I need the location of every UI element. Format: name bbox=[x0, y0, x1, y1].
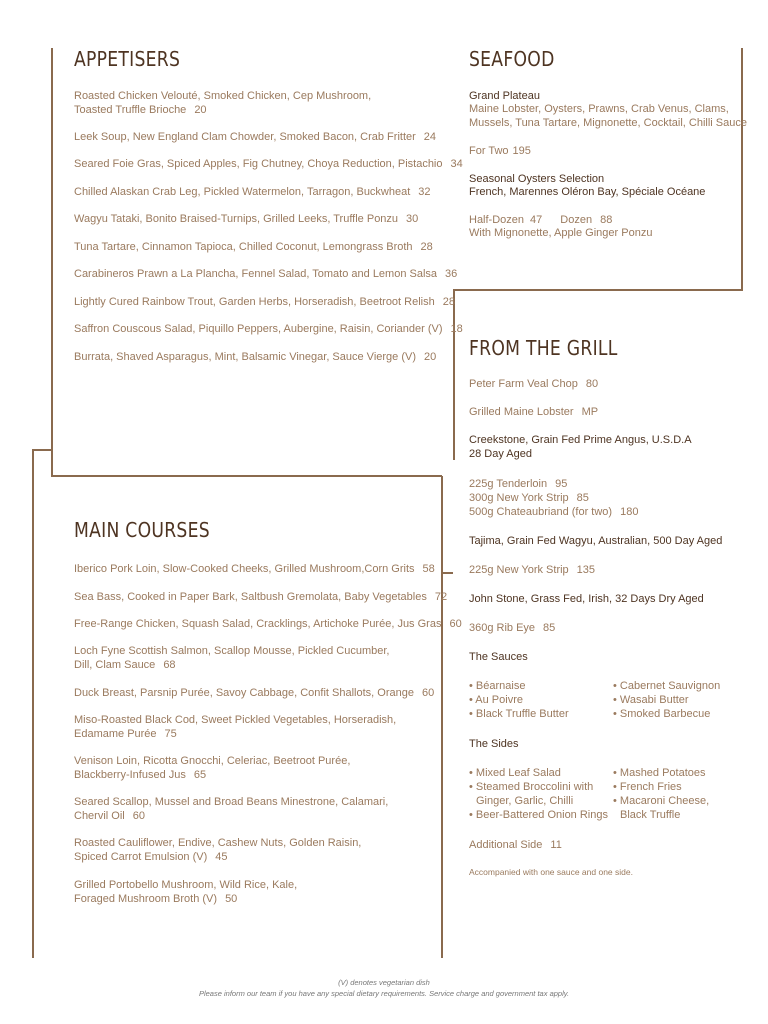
vegetarian-note: (V) denotes vegetarian dish bbox=[338, 978, 430, 987]
menu-item: Miso-Roasted Black Cod, Sweet Pickled Vegetables, Horseradish, Edamame Purée 75 bbox=[74, 714, 397, 740]
sides-title: The Sides bbox=[469, 738, 519, 750]
frame-line bbox=[32, 449, 52, 451]
oysters-name: Seasonal Oysters Selection bbox=[469, 173, 605, 185]
menu-item: Wagyu Tataki, Bonito Braised-Turnips, Grilled Leeks, Truffle Ponzu 30 bbox=[74, 213, 419, 225]
frame-line bbox=[441, 572, 453, 574]
menu-item: 360g Rib Eye 85 bbox=[469, 622, 556, 634]
plateau-name: Grand Plateau bbox=[469, 90, 540, 102]
plateau-description: Maine Lobster, Oysters, Prawns, Crab Venus, Clams, Mussels, Tuna Tartare, Mignonette, Cocktail, Chilli Sauce bbox=[469, 103, 747, 129]
angus-title: Creekstone, Grain Fed Prime Angus, U.S.D.A 28 Day Aged bbox=[469, 434, 692, 460]
menu-item: Chilled Alaskan Crab Leg, Pickled Watermelon, Tarragon, Buckwheat 32 bbox=[74, 186, 431, 198]
menu-item: Lightly Cured Rainbow Trout, Garden Herbs, Horseradish, Beetroot Relish 28 bbox=[74, 296, 455, 308]
wagyu-title: Tajima, Grain Fed Wagyu, Australian, 500 Day Aged bbox=[469, 535, 723, 547]
menu-item: Roasted Cauliflower, Endive, Cashew Nuts, Golden Raisin, Spiced Carrot Emulsion (V) 45 bbox=[74, 837, 362, 863]
menu-item: Peter Farm Veal Chop 80 bbox=[469, 378, 599, 390]
menu-item: Duck Breast, Parsnip Purée, Savoy Cabbage, Confit Shallots, Orange 60 bbox=[74, 687, 435, 699]
sauces-left: • Béarnaise • Au Poivre • Black Truffle Butter bbox=[469, 680, 569, 720]
menu-item: Loch Fyne Scottish Salmon, Scallop Mousse, Pickled Cucumber, Dill, Clam Sauce 68 bbox=[74, 645, 390, 671]
appetisers-section bbox=[74, 47, 197, 71]
sides-left: • Mixed Leaf Salad • Steamed Broccolini with Ginger, Garlic, Chilli • Beer-Battered Onion Rings bbox=[469, 767, 608, 821]
menu-item: Additional Side 11 bbox=[469, 839, 562, 851]
main-courses-heading: MAIN COURSES bbox=[74, 518, 210, 542]
frame-line bbox=[453, 289, 743, 291]
menu-item: Burrata, Shaved Asparagus, Mint, Balsamic Vinegar, Sauce Vierge (V) 20 bbox=[74, 351, 437, 363]
sides-right: • Mashed Potatoes • French Fries • Macaroni Cheese, Black Truffle bbox=[613, 767, 710, 821]
menu-item: 300g New York Strip 85 bbox=[469, 492, 589, 504]
frame-line bbox=[51, 475, 442, 477]
grill-heading: FROM THE GRILL bbox=[469, 336, 618, 360]
menu-item: 500g Chateaubriand (for two) 180 bbox=[469, 506, 639, 518]
menu-item: 225g New York Strip 135 bbox=[469, 564, 596, 576]
menu-item: Iberico Pork Loin, Slow-Cooked Cheeks, Grilled Mushroom,Corn Grits 58 bbox=[74, 563, 435, 575]
menu-item: Grilled Maine Lobster MP bbox=[469, 406, 599, 418]
frame-line bbox=[453, 290, 455, 460]
menu-item: Carabineros Prawn a La Plancha, Fennel Salad, Tomato and Lemon Salsa 36 bbox=[74, 268, 458, 280]
seafood-heading: SEAFOOD bbox=[469, 47, 555, 71]
menu-item: Grilled Portobello Mushroom, Wild Rice, Kale, Foraged Mushroom Broth (V) 50 bbox=[74, 879, 298, 905]
grill-section bbox=[469, 336, 642, 360]
menu-item: 225g Tenderloin 95 bbox=[469, 478, 568, 490]
menu-item: Leek Soup, New England Clam Chowder, Smoked Bacon, Crab Fritter 24 bbox=[74, 131, 437, 143]
accompanied-note: Accompanied with one sauce and one side. bbox=[469, 867, 633, 877]
menu-item: Roasted Chicken Velouté, Smoked Chicken, Cep Mushroom, Toasted Truffle Brioche 20 bbox=[74, 90, 372, 116]
dietary-note: Please inform our team if you have any special dietary requirements. Service charge and government tax apply. bbox=[198, 989, 570, 998]
menu-item: Venison Loin, Ricotta Gnocchi, Celeriac, Beetroot Purée, Blackberry-Infused Jus 65 bbox=[74, 755, 351, 781]
sauces-right: • Cabernet Sauvignon • Wasabi Butter • Smoked Barbecue bbox=[613, 680, 721, 720]
menu-item: Sea Bass, Cooked in Paper Bark, Saltbush Gremolata, Baby Vegetables 72 bbox=[74, 591, 448, 603]
frame-line bbox=[51, 48, 53, 476]
appetisers-heading: APPETISERS bbox=[74, 47, 181, 71]
oysters-description: French, Marennes Oléron Bay, Spéciale Océane bbox=[469, 186, 706, 198]
menu-item: Free-Range Chicken, Squash Salad, Cracklings, Artichoke Purée, Jus Gras 60 bbox=[74, 618, 462, 630]
sauces-title: The Sauces bbox=[469, 651, 528, 663]
seafood-section bbox=[469, 47, 569, 71]
johnstone-title: John Stone, Grass Fed, Irish, 32 Days Dry Aged bbox=[469, 593, 704, 605]
menu-item: Saffron Couscous Salad, Piquillo Peppers, Aubergine, Raisin, Coriander (V) 18 bbox=[74, 323, 463, 335]
frame-line bbox=[441, 476, 443, 958]
oysters-accompaniment: With Mignonette, Apple Ginger Ponzu bbox=[469, 227, 653, 239]
menu-item: Seared Foie Gras, Spiced Apples, Fig Chutney, Choya Reduction, Pistachio 34 bbox=[74, 158, 463, 170]
main-courses-section bbox=[74, 518, 232, 542]
plateau-price: For Two 195 bbox=[469, 145, 531, 157]
menu-item: Tuna Tartare, Cinnamon Tapioca, Chilled Coconut, Lemongrass Broth 28 bbox=[74, 241, 433, 253]
frame-line bbox=[32, 449, 34, 958]
frame-line bbox=[741, 48, 743, 290]
menu-item: Seared Scallop, Mussel and Broad Beans Minestrone, Calamari, Chervil Oil 60 bbox=[74, 796, 389, 822]
oysters-prices: Half-Dozen 47 Dozen 88 bbox=[469, 214, 613, 226]
